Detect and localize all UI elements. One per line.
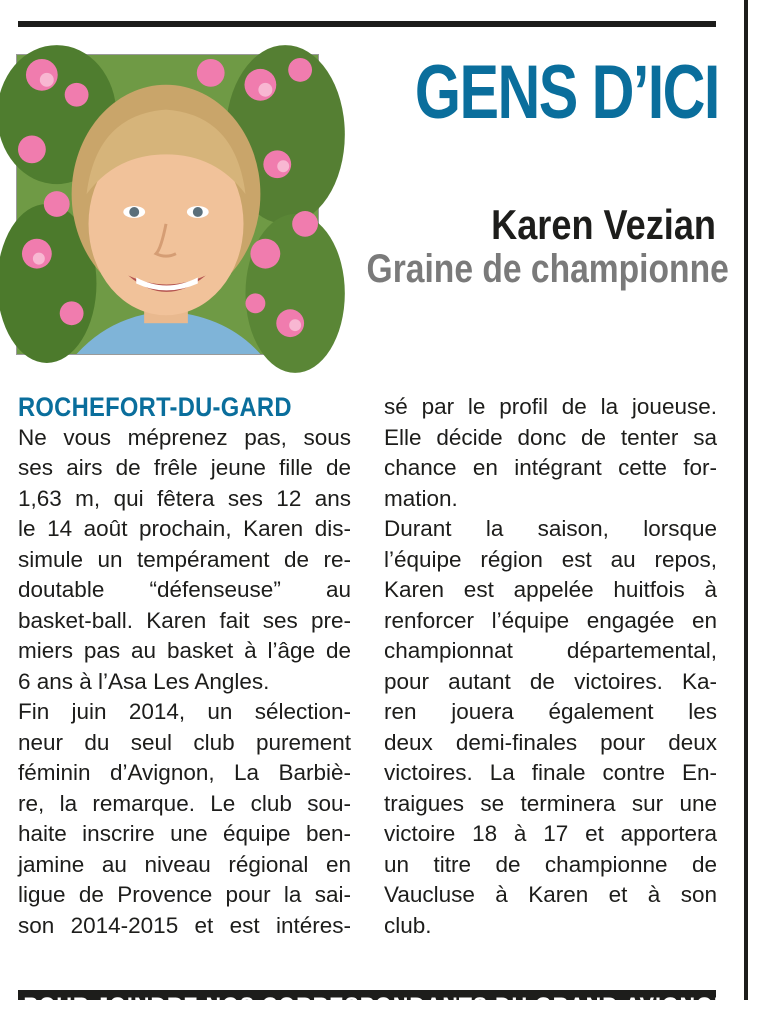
body-line: l’équipe région est au repos, (384, 546, 717, 572)
body-line: club. (384, 912, 432, 938)
body-line: traigues se terminera sur une (384, 790, 717, 816)
body-line: ren jouera également les (384, 699, 717, 724)
body-line: miers pas au basket à l’âge de (18, 638, 351, 663)
body-line: mation. (384, 485, 458, 511)
body-line: Vaucluse à Karen et à son (384, 882, 717, 907)
footer-banner (18, 990, 731, 1020)
rubric-title: GENS D’ICI (414, 50, 719, 135)
column-divider-rule (744, 0, 748, 1000)
subheadline: Graine de championne (366, 247, 729, 291)
body-line: renforcer l’équipe engagée en (384, 607, 717, 633)
body-line: 6 ans à l’Asa Les Angles. (18, 668, 270, 694)
body-line: victoires. La finale contre En- (384, 760, 717, 785)
body-line: victoire 18 à 17 et apportera (384, 821, 717, 846)
portrait-photo (16, 54, 319, 355)
article-column-left (18, 392, 351, 941)
body-line: jamine au niveau régional en (18, 851, 351, 877)
body-line: basket-ball. Karen fait ses pre- (18, 607, 351, 633)
body-line: 1,63 m, qui fêtera ses 12 ans (18, 485, 351, 511)
body-line: Karen est appelée huitfois à (384, 577, 717, 602)
body-line: haite inscrire une équipe ben- (18, 821, 351, 846)
portrait-photo-icon (17, 55, 318, 354)
body-line: Ne vous méprenez pas, sous (18, 424, 351, 450)
body-line: ses airs de frêle jeune fille de (18, 455, 351, 480)
body-line: deux demi-finales pour deux (384, 729, 717, 755)
dateline: ROCHEFORT-DU-GARD (18, 392, 292, 422)
footer-banner-text: POUR JOINDRE NOS CORRESPONDANTS DU GRAND AVIGNON (23, 993, 731, 1020)
body-line: Durant la saison, lorsque (384, 516, 717, 541)
body-line: ligue de Provence pour la sai- (18, 882, 351, 907)
top-rule (18, 21, 716, 27)
body-line: son 2014-2015 et est intéres- (18, 912, 351, 938)
body-line: neur du seul club purement (18, 729, 351, 755)
body-line: championnat départemental, (384, 638, 717, 663)
article-column-right (384, 392, 717, 941)
body-line: doutable “défenseuse” au (18, 577, 351, 602)
body-line: un titre de championne de (384, 851, 717, 877)
body-line: chance en intégrant cette for- (384, 455, 717, 480)
body-line: le 14 août prochain, Karen dis- (18, 516, 351, 541)
body-line: re, la remarque. Le club sou- (18, 790, 351, 816)
body-line: Elle décide donc de tenter sa (384, 424, 717, 450)
body-line: sé par le profil de la joueuse. (384, 394, 717, 419)
headline: Karen Vezian (491, 201, 716, 248)
body-line: féminin d’Avignon, La Barbiè- (18, 760, 351, 785)
body-line: Fin juin 2014, un sélection- (18, 699, 351, 724)
body-line: pour autant de victoires. Ka- (384, 668, 717, 694)
body-line: simule un tempérament de re- (18, 546, 351, 572)
